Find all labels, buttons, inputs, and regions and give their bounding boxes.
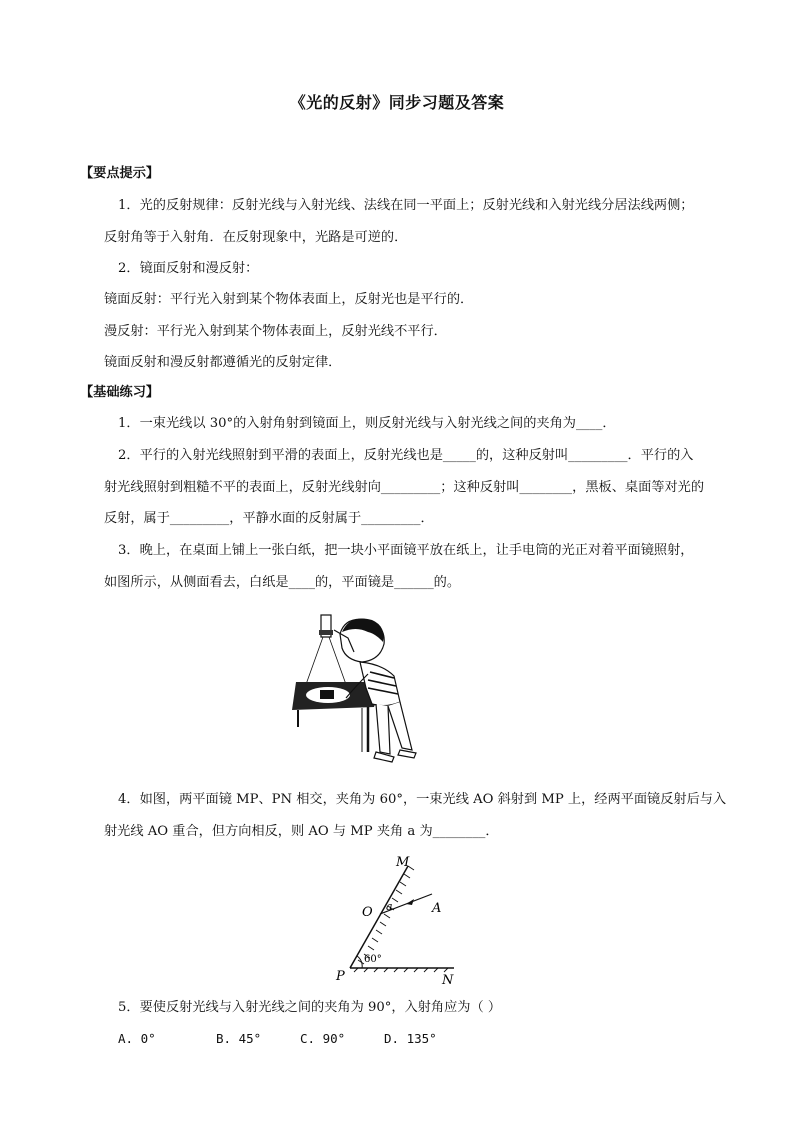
page-title: 《光的反射》同步习题及答案 [289, 93, 505, 112]
label-angle-60: 60° [364, 954, 382, 965]
label-m: M [396, 855, 410, 870]
flashlight-mirror-illustration [290, 612, 430, 770]
question-5: 5．要使反射光线与入射光线之间的夹角为 90°，入射角应为（ ） [118, 1000, 502, 1015]
label-p: P [336, 969, 345, 984]
question-3-line2: 如图所示，从侧面看去，白纸是____的，平面镜是______的。 [104, 575, 461, 590]
key-point-law: 镜面反射和漫反射都遵循光的反射定律． [104, 355, 342, 370]
two-mirrors-diagram [328, 852, 468, 990]
key-point-diffuse-reflection: 漫反射：平行光入射到某个物体表面上，反射光线不平行． [104, 324, 447, 339]
label-a: A [432, 901, 442, 916]
key-point-2: 2．镜面反射和漫反射： [118, 261, 259, 276]
label-o: O [362, 905, 373, 920]
option-d[interactable]: D. 135° [384, 1031, 437, 1046]
key-point-mirror-reflection: 镜面反射：平行光入射到某个物体表面上，反射光也是平行的． [104, 292, 474, 307]
question-2-line2: 射光线照射到粗糙不平的表面上，反射光线射向_________；这种反射叫________，黑板、桌面等对光的 [104, 480, 705, 495]
question-1: 1．一束光线以 30°的入射角射到镜面上，则反射光线与入射光线之间的夹角为____． [118, 416, 616, 431]
label-n: N [442, 973, 454, 988]
key-point-1-line2: 反射角等于入射角．在反射现象中，光路是可逆的． [104, 230, 408, 245]
label-alpha: a [386, 900, 393, 913]
option-c[interactable]: C. 90° [300, 1031, 346, 1046]
question-2-line1: 2．平行的入射光线照射到平滑的表面上，反射光线也是_____的，这种反射叫_________．平行的入 [118, 448, 694, 463]
option-a[interactable]: A. 0° [118, 1031, 156, 1046]
question-4-line1: 4．如图，两平面镜 MP、PN 相交，夹角为 60°，一束光线 AO 斜射到 MP 上，经两平面镜反射后与入 [118, 792, 727, 807]
question-5-options [118, 1031, 437, 1046]
option-b[interactable]: B. 45° [216, 1031, 262, 1046]
question-4-line2: 射光线 AO 重合，但方向相反，则 AO 与 MP 夹角 a 为________． [104, 824, 499, 839]
key-point-1-line1: 1．光的反射规律：反射光线与入射光线、法线在同一平面上；反射光线和入射光线分居法线两侧； [118, 198, 694, 213]
section-key-points: 【要点提示】 [80, 166, 160, 181]
section-basic-practice: 【基础练习】 [80, 385, 160, 400]
question-3-line1: 3．晚上，在桌面上铺上一张白纸，把一块小平面镜平放在纸上，让手电筒的光正对着平面镜照射， [118, 543, 694, 558]
question-2-line3: 反射，属于_________，平静水面的反射属于_________． [104, 511, 434, 526]
